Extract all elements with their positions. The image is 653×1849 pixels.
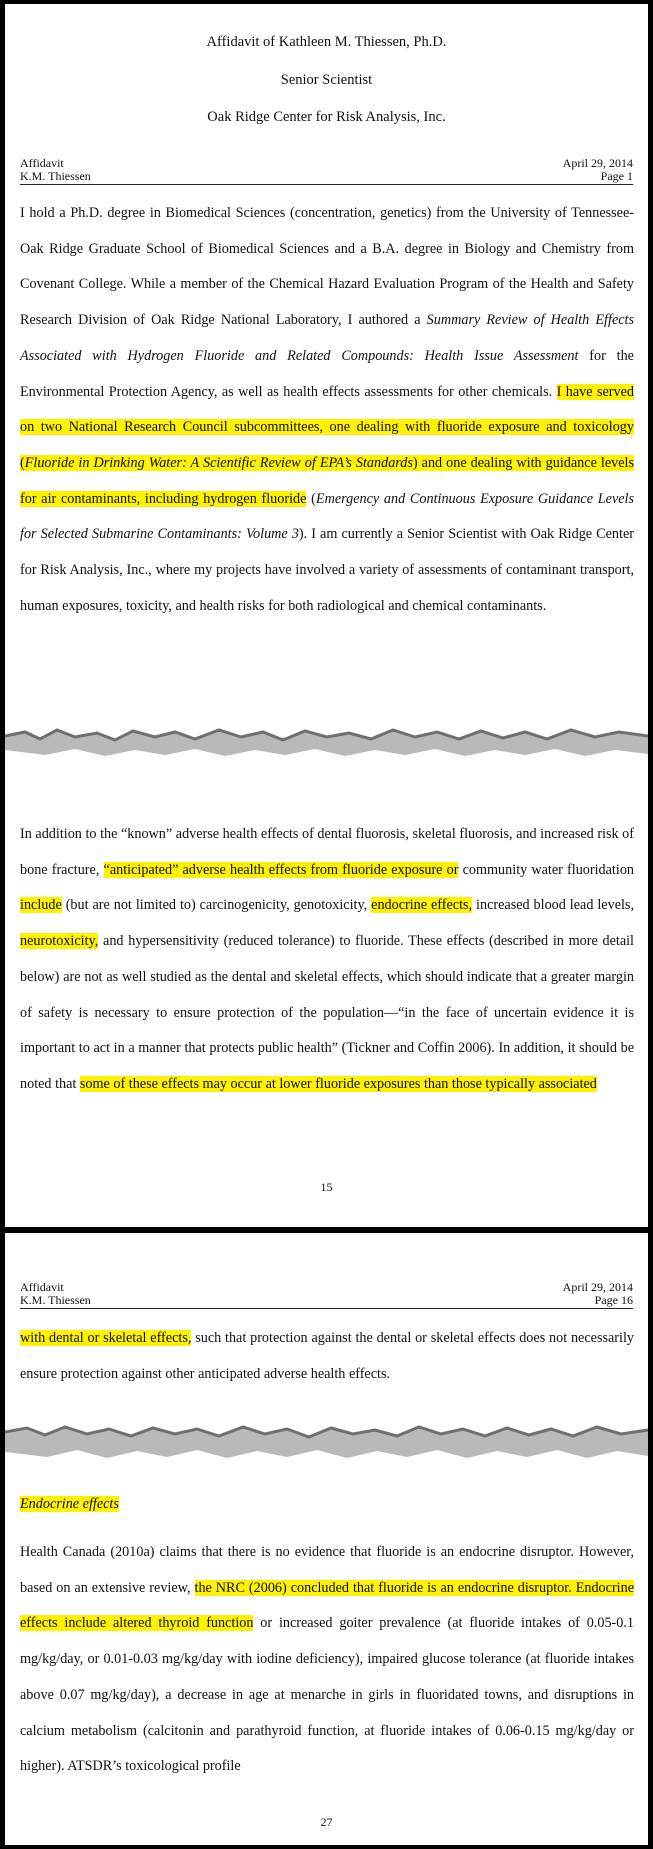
- endocrine-paragraph: [20, 1535, 634, 1785]
- header-author: K.M. Thiessen: [20, 169, 91, 183]
- section-heading: [20, 1487, 119, 1523]
- header-left: [20, 157, 91, 183]
- highlight: some of these effects may occur at lower fluoride exposures than those typically associated: [79, 1075, 597, 1092]
- highlight: endocrine effects,: [371, 897, 473, 914]
- text-run: (: [306, 490, 316, 507]
- report-title: Emergency and Continuous Exposure Guidance Levels for Selected Submarine Contaminants: Volume 3: [20, 490, 635, 543]
- report-title: Summary Review of Health Effects Associated with Hydrogen Fluoride and Related Compounds: Health Issue Assessment: [20, 312, 634, 364]
- page-number: 15: [320, 1180, 333, 1194]
- text-run: community water fluoridation: [458, 861, 635, 878]
- report-title: Fluoride in Drinking Water: A Scientific Review of EPA’s Standards: [24, 454, 413, 471]
- header-right: [563, 157, 633, 183]
- header-doc-type: Affidavit: [20, 1280, 64, 1294]
- page-tear-divider: [5, 710, 648, 762]
- text-run: Health Canada (2010a) claims that there is no evidence that fluoride is an endocrine disruptor. However, based on an extensive review,: [20, 1544, 634, 1596]
- cover-title-line: Senior Scientist: [280, 72, 373, 88]
- continuation-paragraph: [20, 1321, 634, 1392]
- highlight: I have served on two National Research Council subcommittees, one dealing with fluoride exposure and toxicology (Fluoride in Drinking Water: A Scientific Review of EPA’s Standards) and one dealing with guidance levels for air contaminants, including hydrogen fluoride: [20, 383, 634, 507]
- text-run: ). I am currently a Senior Scientist with Oak Ridge Center for Risk Analysis, Inc., where my projects have involved a variety of assessments of contaminant transport, human exposures, toxicity, and health risks for both radiological and chemical contaminants.: [20, 526, 634, 614]
- header-page: Page 1: [600, 169, 633, 183]
- document-page-2: [5, 1233, 648, 1845]
- effects-paragraph: [20, 817, 634, 1103]
- page-tear-divider: [5, 1408, 648, 1460]
- document-page-1: [5, 4, 648, 1227]
- header-date: April 29, 2014: [562, 156, 633, 170]
- header-doc-type: Affidavit: [20, 156, 64, 170]
- header-date: April 29, 2014: [562, 1280, 633, 1294]
- highlight: include: [20, 897, 62, 914]
- text-run: (but are not limited to) carcinogenicity, genotoxicity,: [61, 897, 372, 914]
- highlight: neurotoxicity,: [20, 933, 99, 950]
- header-rule: [20, 1308, 633, 1309]
- header-page: Page 16: [594, 1293, 633, 1307]
- text-run: and hypersensitivity (reduced tolerance) to fluoride. These effects (described in more detail below) are not as well studied as the dental and skeletal effects, which should indicate that a greater margin of safety is necessary to ensure protection of the population—“in the face of uncertain evidence it is important to act in a manner that protects public health” (Tickner and Coffin 2006). In addition, it should be noted that: [20, 933, 634, 1092]
- header-left: [20, 1281, 91, 1307]
- text-run: such that protection against the dental or skeletal effects does not necessarily ensure protection against other anticipated adverse health effects.: [20, 1330, 634, 1382]
- text-run: or increased goiter prevalence (at fluoride intakes of 0.05-0.1 mg/kg/day, or 0.01-0.03 mg/kg/day with iodine deficiency), impaired glucose tolerance (at fluoride intakes above 0.07 mg/kg/day), a decrease in age at menarche in girls in fluoridated towns, and disruptions in calcium metabolism (calcitonin and parathyroid function, at fluoride intakes of 0.06-0.15 mg/kg/day or higher). ATSDR’s toxicological profile: [20, 1615, 634, 1775]
- highlight: Endocrine effects: [20, 1496, 119, 1512]
- cover-org-line: Oak Ridge Center for Risk Analysis, Inc.: [207, 109, 446, 125]
- cover-name-line: Affidavit of Kathleen M. Thiessen, Ph.D.: [206, 34, 447, 50]
- header-rule: [20, 184, 633, 185]
- text-run: increased blood lead levels,: [472, 897, 635, 914]
- header-author: K.M. Thiessen: [20, 1293, 91, 1307]
- page-number: 27: [320, 1815, 333, 1829]
- highlight: with dental or skeletal effects,: [20, 1330, 192, 1346]
- highlight: the NRC (2006) concluded that fluoride is an endocrine disruptor. Endocrine effects include altered thyroid function: [20, 1579, 634, 1632]
- text-run: In addition to the “known” adverse health effects of dental fluorosis, skeletal fluorosis, and increased risk of bone fracture,: [20, 826, 634, 878]
- bio-paragraph: [20, 196, 634, 624]
- text-run: I hold a Ph.D. degree in Biomedical Sciences (concentration, genetics) from the University of Tennessee-Oak Ridge Graduate School of Biomedical Sciences and a B.A. degree in Biology and Chemistry from Covenant College. While a member of the Chemical Hazard Evaluation Program of the Health and Safety Research Division of Oak Ridge National Laboratory, I authored a: [20, 205, 634, 329]
- text-run: for the Environmental Protection Agency, as well as health effects assessments for other chemicals.: [20, 347, 634, 400]
- header-right: [563, 1281, 633, 1307]
- highlight: “anticipated” adverse health effects from fluoride exposure or: [103, 861, 459, 878]
